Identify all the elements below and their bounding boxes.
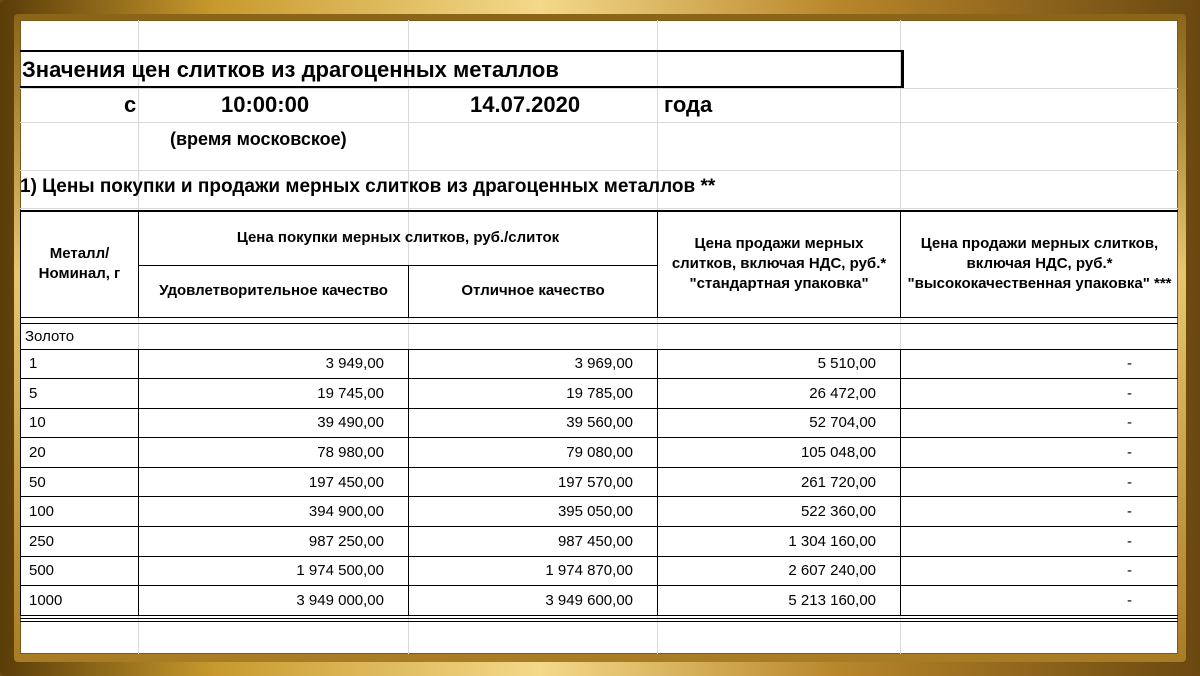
sell-premium-cell: - [901, 527, 1178, 557]
buy-excellent-cell: 987 450,00 [409, 527, 658, 557]
sell-premium-cell: - [901, 497, 1178, 527]
sell-standard-cell: 52 704,00 [658, 408, 901, 438]
header-buy-excellent: Отличное качество [409, 265, 658, 317]
sell-standard-cell: 105 048,00 [658, 438, 901, 468]
table-row [21, 408, 1179, 438]
buy-satisfactory-cell: 394 900,00 [139, 497, 409, 527]
sell-standard-cell: 2 607 240,00 [658, 556, 901, 586]
buy-excellent-cell: 39 560,00 [409, 408, 658, 438]
table-row [21, 349, 1179, 379]
header-sell-standard: Цена продажи мерных слитков, включая НДС, руб.* "стандартная упаковка" [658, 211, 901, 317]
sell-premium-cell: - [901, 467, 1178, 497]
nominal-cell: 1 [21, 349, 139, 379]
sell-standard-cell: 1 304 160,00 [658, 527, 901, 557]
sell-premium-cell: - [901, 379, 1178, 409]
buy-satisfactory-cell: 987 250,00 [139, 527, 409, 557]
buy-excellent-cell: 3 969,00 [409, 349, 658, 379]
buy-satisfactory-cell: 19 745,00 [139, 379, 409, 409]
section-title: 1) Цены покупки и продажи мерных слитков из драгоценных металлов ** [20, 176, 716, 197]
buy-satisfactory-cell: 3 949,00 [139, 349, 409, 379]
sell-premium-cell: - [901, 438, 1178, 468]
gridline [20, 88, 1178, 89]
spreadsheet-sheet [20, 20, 1178, 654]
page-title: Значения цен слитков из драгоценных металлов [22, 57, 559, 82]
table-row [21, 527, 1179, 557]
nominal-cell: 500 [21, 556, 139, 586]
buy-excellent-cell: 19 785,00 [409, 379, 658, 409]
table-row [21, 438, 1179, 468]
table-bottom-border [20, 618, 1178, 622]
nominal-cell: 5 [21, 379, 139, 409]
table-row [21, 497, 1179, 527]
buy-excellent-cell: 1 974 870,00 [409, 556, 658, 586]
nominal-cell: 50 [21, 467, 139, 497]
header-sell-premium: Цена продажи мерных слитков, включая НДС, руб.* "высококачественная упаковка" *** [901, 211, 1178, 317]
nominal-cell: 1000 [21, 586, 139, 616]
buy-excellent-cell: 3 949 600,00 [409, 586, 658, 616]
header-buy-group: Цена покупки мерных слитков, руб./слиток [139, 211, 658, 265]
buy-satisfactory-cell: 197 450,00 [139, 467, 409, 497]
from-label: с [124, 92, 137, 117]
header-metal: Металл/ Номинал, г [21, 211, 139, 317]
table-row [21, 379, 1179, 409]
gridline [20, 122, 1178, 123]
sell-standard-cell: 522 360,00 [658, 497, 901, 527]
time-note: (время московское) [170, 129, 347, 149]
buy-satisfactory-cell: 78 980,00 [139, 438, 409, 468]
sell-premium-cell: - [901, 586, 1178, 616]
buy-excellent-cell: 79 080,00 [409, 438, 658, 468]
sell-premium-cell: - [901, 408, 1178, 438]
buy-excellent-cell: 395 050,00 [409, 497, 658, 527]
gridline [20, 208, 1178, 209]
date-value: 14.07.2020 [470, 92, 581, 117]
table-row [21, 586, 1179, 616]
sell-standard-cell: 5 510,00 [658, 349, 901, 379]
nominal-cell: 20 [21, 438, 139, 468]
sell-premium-cell: - [901, 349, 1178, 379]
gridline [20, 170, 1178, 171]
buy-satisfactory-cell: 1 974 500,00 [139, 556, 409, 586]
sell-standard-cell: 26 472,00 [658, 379, 901, 409]
header-buy-satisfactory: Удовлетворительное качество [139, 265, 409, 317]
sell-premium-cell: - [901, 556, 1178, 586]
buy-satisfactory-cell: 39 490,00 [139, 408, 409, 438]
group-label-gold: Золото [21, 323, 1179, 349]
time-value: 10:00:00 [221, 92, 310, 117]
table-row [21, 556, 1179, 586]
nominal-cell: 100 [21, 497, 139, 527]
buy-satisfactory-cell: 3 949 000,00 [139, 586, 409, 616]
nominal-cell: 250 [21, 527, 139, 557]
buy-excellent-cell: 197 570,00 [409, 467, 658, 497]
year-label: года [664, 92, 713, 117]
nominal-cell: 10 [21, 408, 139, 438]
sell-standard-cell: 5 213 160,00 [658, 586, 901, 616]
sell-standard-cell: 261 720,00 [658, 467, 901, 497]
table-row [21, 467, 1179, 497]
prices-table [20, 210, 1178, 616]
